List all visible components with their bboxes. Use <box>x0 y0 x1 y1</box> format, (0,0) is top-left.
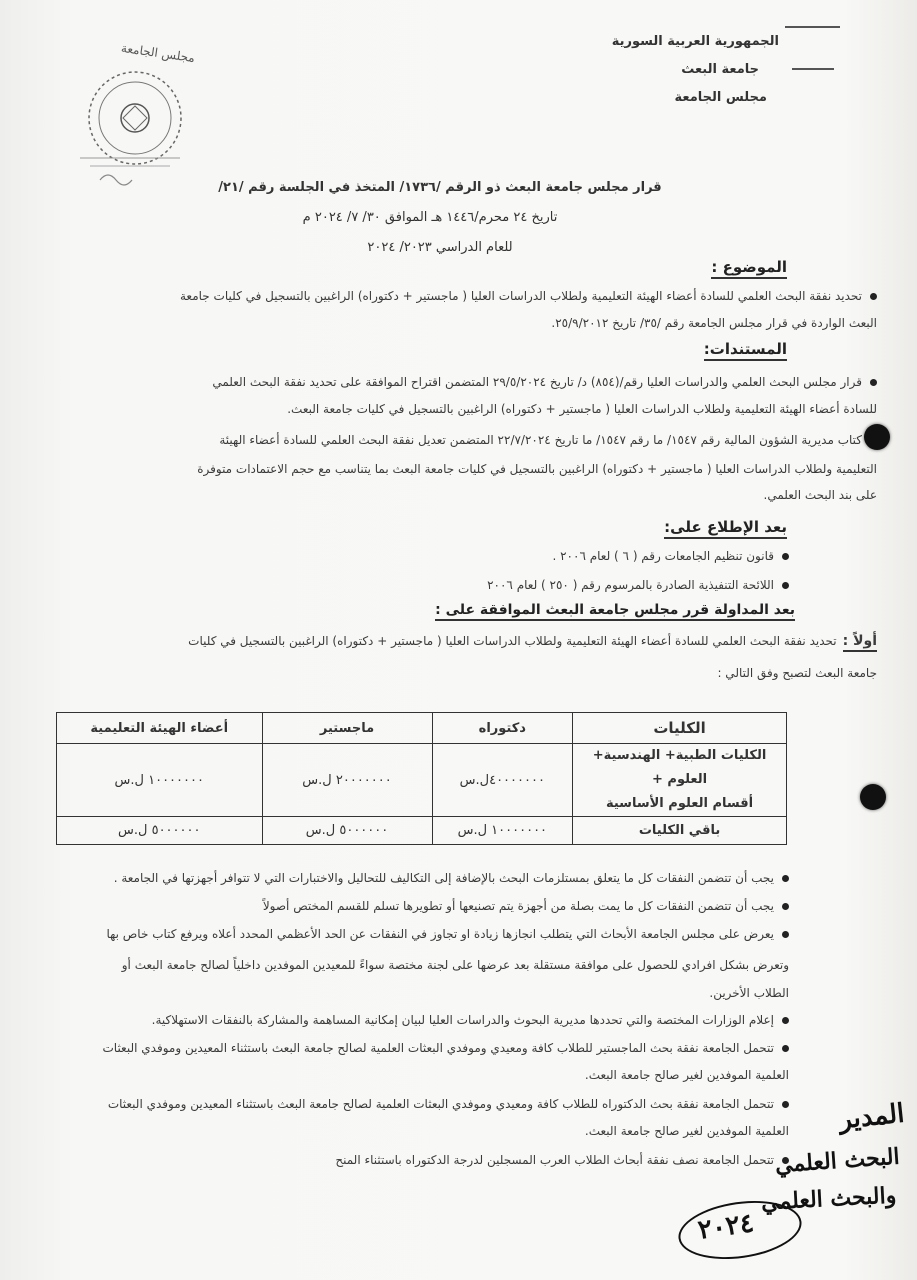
condition-5-line-1 <box>49 1036 789 1060</box>
table-header-row <box>57 713 787 744</box>
signature-line-3: والبحث العلمي <box>760 1182 897 1216</box>
condition-7-text: تتحمل الجامعة نصف نفقة أبحاث الطلاب العرب المسجلين لدرجة الدكتوراه باستثناء المنح <box>335 1153 774 1167</box>
condition-4-text: إعلام الوزارات المختصة والتي تحددها مديرية البحوث والدراسات العليا لبيان إمكانية المساهمة والمشاركة بالنفقات الاستهلاكية. <box>151 1013 774 1027</box>
condition-2 <box>69 894 789 918</box>
condition-3-line-2: وتعرض بشكل افرادي للحصول على موافقة مستقلة بعد عرضها على لجنة مختصة سواءً للمعيدين الموفدين داخلياً لصالح جامعة البعث أو <box>121 958 789 972</box>
document-item-2-line-1 <box>47 428 877 452</box>
document-item-1-text-1: قرار مجلس البحث العلمي والدراسات العليا رقم/(٨٥٤) د/ تاريخ ٢٩/٥/٢٠٢٤ المتضمن اقتراح الموافقة على تحديد نفقة البحث العلمي <box>212 375 862 389</box>
subject-heading <box>587 258 787 276</box>
table-cell-staff: ٥٠٠٠٠٠٠ ل.س <box>57 817 263 845</box>
table-cell-master: ٥٠٠٠٠٠٠ ل.س <box>262 817 432 845</box>
subject-text-1: تحديد نفقة البحث العلمي للسادة أعضاء الهيئة التعليمية ولطلاب الدراسات العليا ( ماجستير + دكتوراه) الراغبين بالتسجيل في كليات جامعة <box>180 289 862 303</box>
subject-line-1 <box>47 284 877 308</box>
academic-year: للعام الدراسي ٢٠٢٣/ ٢٠٢٤ <box>367 240 513 255</box>
document-item-2-text-1: كتاب مديرية الشؤون المالية رقم ١٥٤٧/ ما رقم ١٥٤٧/ ما تاريخ ٢٢/٧/٢٠٢٤ المتضمن تعديل نفقة البحث العلمي للسادة أعضاء الهيئة <box>219 433 862 447</box>
document-item-1-line-1 <box>47 370 877 394</box>
bullet-icon <box>782 582 789 589</box>
subject-line-2: البعث الواردة في قرار مجلس الجامعة رقم /٣٥/ تاريخ ٢٥/٩/٢٠١٢. <box>551 316 877 330</box>
header-university: جامعة البعث <box>681 62 759 77</box>
condition-6-text-1: تتحمل الجامعة نفقة بحث الدكتوراه للطلاب كافة ومعيدي وموفدي البعثات العلمية لصالح جامعة البعث باستثناء المعيدين وموفدي البعثات <box>107 1097 774 1111</box>
condition-2-text: يجب أن تتضمن النفقات كل ما يمت بصلة من أجهزة يتم تصنيعها أو تطويرها تسلم للقسم المختص أصولاً <box>262 899 774 913</box>
review-item-1 <box>49 544 789 568</box>
table-header-doctorate: دكتوراه <box>432 713 573 744</box>
table-header-staff: أعضاء الهيئة التعليمية <box>57 713 263 744</box>
table-row <box>57 744 787 817</box>
decision-first-line-2: جامعة البعث لتصبح وفق التالي : <box>717 666 877 680</box>
header-country: الجمهورية العربية السورية <box>611 34 779 49</box>
documents-heading-text: المستندات: <box>704 340 787 361</box>
condition-3-line-1 <box>29 922 789 946</box>
punch-hole-bottom <box>860 784 886 810</box>
bullet-icon <box>782 553 789 560</box>
review-heading <box>587 518 787 536</box>
review-item-1-text: قانون تنظيم الجامعات رقم ( ٦ ) لعام ٢٠٠٦ . <box>552 549 774 563</box>
signature-line-1: المدير <box>837 1098 906 1136</box>
university-stamp <box>60 40 210 190</box>
top-right-rule <box>785 26 840 28</box>
first-label: أولاً : <box>843 633 877 652</box>
first-text-1: تحديد نفقة البحث العلمي للسادة أعضاء الهيئة التعليمية ولطلاب الدراسات العليا ( ماجستير + دكتوراه) الراغبين بالتسجيل في كليات <box>188 634 837 648</box>
stamp-text: مجلس الجامعة <box>120 40 196 66</box>
condition-3-line-3: الطلاب الأخرين. <box>709 986 789 1000</box>
bullet-icon <box>782 875 789 882</box>
table-row <box>57 817 787 845</box>
table-cell-faculty: باقي الكليات <box>573 817 787 845</box>
header-council: مجلس الجامعة <box>674 90 767 105</box>
documents-heading <box>587 340 787 358</box>
bullet-icon <box>870 293 877 300</box>
review-item-2-text: اللائحة التنفيذية الصادرة بالمرسوم رقم ( ٢٥٠ ) لعام ٢٠٠٦ <box>487 578 774 592</box>
document-item-2-line-2: التعليمية ولطلاب الدراسات العليا ( ماجستير + دكتوراه) الراغبين بالتسجيل في كليات جامعة البعث بما يتناسب مع حجم الاعتمادات متوفرة <box>197 462 877 476</box>
condition-4 <box>49 1008 789 1032</box>
table-cell-doctorate: ١٠٠٠٠٠٠٠ ل.س <box>432 817 573 845</box>
condition-5-text-1: تتحمل الجامعة نفقة بحث الماجستير للطلاب كافة ومعيدي وموفدي البعثات العلمية لصالح جامعة البعث باستثناء المعيدين وموفدي البعثات <box>102 1041 774 1055</box>
table-header-master: ماجستير <box>262 713 432 744</box>
table-cell-doctorate: ٤٠٠٠٠٠٠٠ل.س <box>432 744 573 817</box>
bullet-icon <box>782 1017 789 1024</box>
faculty-line-2: أقسام العلوم الأساسية <box>605 796 754 811</box>
review-item-2 <box>49 573 789 597</box>
condition-1 <box>69 866 789 890</box>
table-header-faculties: الكليات <box>573 713 787 744</box>
table-cell-faculty <box>573 744 787 817</box>
condition-3-text-1: يعرض على مجلس الجامعة الأبحاث التي يتطلب انجازها زيادة او تجاوز في النفقات عن الحد الأعظمي المحدد أعلاه ويرفع كتاب خاص بها <box>106 927 774 941</box>
decision-first-line-1 <box>47 628 877 654</box>
table-cell-staff: ١٠٠٠٠٠٠٠ ل.س <box>57 744 263 817</box>
header-side-rule <box>792 68 834 70</box>
table-cell-master: ٢٠٠٠٠٠٠٠ ل.س <box>262 744 432 817</box>
decision-heading <box>295 602 795 618</box>
bullet-icon <box>782 1045 789 1052</box>
condition-1-text: يجب أن تتضمن النفقات كل ما يتعلق بمستلزمات البحث بالإضافة إلى التكاليف للتحاليل والاختبارات التي لا تتوافر أجهزتها في الجامعة . <box>113 871 774 885</box>
bullet-icon <box>870 379 877 386</box>
punch-hole-top <box>864 424 890 450</box>
bullet-icon <box>782 903 789 910</box>
signature-block <box>660 1090 910 1280</box>
signature-year: ٢٠٢٤ <box>696 1208 756 1246</box>
document-item-2-line-3: على بند البحث العلمي. <box>763 488 877 502</box>
condition-6-line-2: العلمية الموفدين لغير صالح جامعة البعث. <box>584 1124 789 1138</box>
decision-heading-text: بعد المداولة قرر مجلس جامعة البعث الموافقة على : <box>435 602 795 621</box>
bullet-icon <box>782 931 789 938</box>
document-item-1-line-2: للسادة أعضاء الهيئة التعليمية ولطلاب الدراسات العليا ( ماجستير + دكتوراه) الراغبين بالتسجيل في كليات جامعة البعث. <box>287 402 877 416</box>
signature-line-2: البحث العلمي <box>774 1143 901 1179</box>
fees-table <box>56 712 787 845</box>
review-heading-text: بعد الإطلاع على: <box>664 518 787 539</box>
faculty-line-1: الكليات الطبية+ الهندسية+ العلوم + <box>592 748 767 787</box>
condition-5-line-2: العلمية الموفدين لغير صالح جامعة البعث. <box>584 1068 789 1082</box>
decision-title: قرار مجلس جامعة البعث ذو الرقم /١٧٣٦/ المتخذ في الجلسة رقم /٢١/ <box>218 180 662 195</box>
decision-date: تاريخ ٢٤ محرم/١٤٤٦ هـ الموافق ٣٠/ ٧/ ٢٠٢٤ م <box>302 210 558 225</box>
subject-heading-text: الموضوع : <box>711 258 787 279</box>
